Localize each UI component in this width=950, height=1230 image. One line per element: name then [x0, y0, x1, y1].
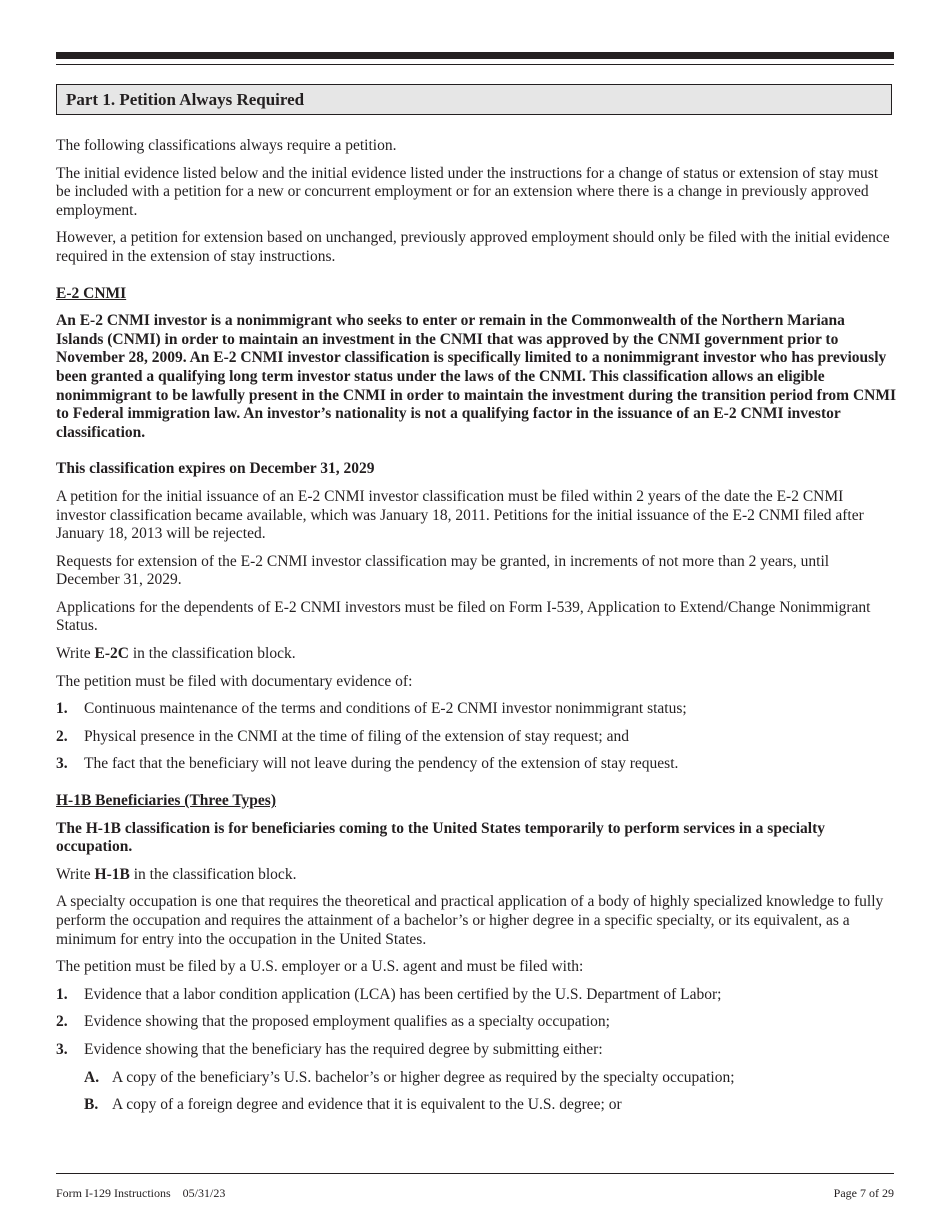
- e2-expires: This classification expires on December 31, 2029: [56, 460, 375, 478]
- part-header: Part 1. Petition Always Required: [56, 84, 892, 115]
- list-text: Evidence that a labor condition application (LCA) has been certified by the U.S. Department of Labor;: [84, 985, 722, 1003]
- list-item: [56, 700, 896, 719]
- intro-paragraph: However, a petition for extension based on unchanged, previously approved employment should only be filed with the initial evidence required in the extension of stay instructions.: [56, 229, 890, 265]
- list-item: [56, 1041, 896, 1115]
- sublist-text: A copy of the beneficiary’s U.S. bachelor’s or higher degree as required by the specialty occupation;: [112, 1068, 735, 1086]
- e2-evidence-intro: The petition must be filed with documentary evidence of:: [56, 672, 413, 690]
- e2-bold-paragraph: An E-2 CNMI investor is a nonimmigrant who seeks to enter or remain in the Commonwealth of the Northern Mariana Islands (CNMI) in order to maintain an investment in the CNMI that was approved by the CNMI government prior to November 28, 2009. An E-2 CNMI investor classification is specifically limited to a nonimmigrant investor who has previously been granted a qualifying long term investor status under the laws of the CNMI. This classification allows an eligible nonimmigrant to be lawfully present in the CNMI in order to maintain the investment during the transition period from CNMI to Federal immigration law. An investor’s nationality is not a qualifying factor in the issuance of an E-2 CNMI investor classification.: [56, 312, 897, 441]
- list-text: Evidence showing that the beneficiary has the required degree by submitting either:: [84, 1040, 603, 1058]
- intro-paragraph: The initial evidence listed below and the initial evidence listed under the instructions for a change of status or extension of stay must be included with a petition for a new or concurrent employment or for an extension where there is a change in previously approved employment.: [56, 164, 879, 219]
- h1b-write-instruction: [56, 866, 896, 885]
- list-number: 2.: [56, 727, 68, 745]
- e2-evidence-list: [56, 700, 896, 774]
- document-body: [56, 137, 896, 1124]
- intro-paragraph: The following classifications always require a petition.: [56, 137, 397, 154]
- list-item: [56, 986, 896, 1005]
- list-text: Continuous maintenance of the terms and conditions of E-2 CNMI investor nonimmigrant status;: [84, 700, 687, 718]
- top-rule-thick: [56, 52, 894, 59]
- h1b-evidence-list: [56, 986, 896, 1115]
- h1b-paragraph: A specialty occupation is one that requires the theoretical and practical application of a body of highly specialized knowledge to fully perform the occupation and requires the attainment of a bachelor’s or higher degree in a specific specialty, or its equivalent, as a minimum for entry into the occupation in the United States.: [56, 893, 884, 948]
- e2-paragraph: Applications for the dependents of E-2 CNMI investors must be filed on Form I-539, Application to Extend/Change Nonimmigrant Status.: [56, 598, 871, 635]
- list-text: Evidence showing that the proposed employment qualifies as a specialty occupation;: [84, 1013, 610, 1031]
- list-text: The fact that the beneficiary will not leave during the pendency of the extension of stay request.: [84, 755, 679, 773]
- list-number: 3.: [56, 755, 68, 773]
- classification-code: H-1B: [94, 865, 130, 883]
- list-item: [56, 755, 896, 774]
- h1b-heading: H-1B Beneficiaries (Three Types): [56, 792, 276, 810]
- footer-page-number: Page 7 of 29: [833, 1186, 894, 1200]
- write-prefix: Write: [56, 865, 95, 883]
- list-item: [56, 728, 896, 747]
- top-rule-thin: [56, 64, 894, 65]
- list-item: [56, 1013, 896, 1032]
- write-suffix: in the classification block.: [129, 645, 296, 663]
- footer-form-id: Form I-129 Instructions 05/31/23: [56, 1186, 226, 1200]
- e2-paragraph: Requests for extension of the E-2 CNMI investor classification may be granted, in increments of not more than 2 years, until December 31, 2029.: [56, 552, 830, 589]
- e2-heading: E-2 CNMI: [56, 284, 127, 302]
- sublist-item: [84, 1069, 896, 1088]
- e2-paragraph: A petition for the initial issuance of an E-2 CNMI investor classification must be filed within 2 years of the date the E-2 CNMI investor classification became available, which was January 18, 2011. Petitions for the initial issuance of the E-2 CNMI filed after January 18, 2013 will be rejected.: [56, 487, 864, 543]
- h1b-bold-paragraph: The H-1B classification is for beneficiaries coming to the United States temporarily to perform services in a specialty occupation.: [56, 819, 825, 856]
- sublist-letter: A.: [84, 1068, 100, 1086]
- list-number: 3.: [56, 1040, 68, 1058]
- list-text: Physical presence in the CNMI at the time of filing of the extension of stay request; and: [84, 727, 629, 745]
- e2-write-instruction: [56, 645, 896, 664]
- sublist-item: [84, 1096, 896, 1115]
- sublist-text: A copy of a foreign degree and evidence that it is equivalent to the U.S. degree; or: [112, 1096, 622, 1114]
- classification-code: E-2C: [94, 645, 129, 663]
- write-prefix: Write: [56, 645, 95, 663]
- sublist-letter: B.: [84, 1096, 99, 1114]
- list-number: 2.: [56, 1013, 68, 1031]
- footer-rule: [56, 1173, 894, 1174]
- write-suffix: in the classification block.: [129, 865, 297, 883]
- list-number: 1.: [56, 700, 68, 718]
- h1b-evidence-intro: The petition must be filed by a U.S. employer or a U.S. agent and must be filed with:: [56, 958, 584, 976]
- list-number: 1.: [56, 985, 68, 1003]
- h1b-degree-sublist: [84, 1069, 896, 1115]
